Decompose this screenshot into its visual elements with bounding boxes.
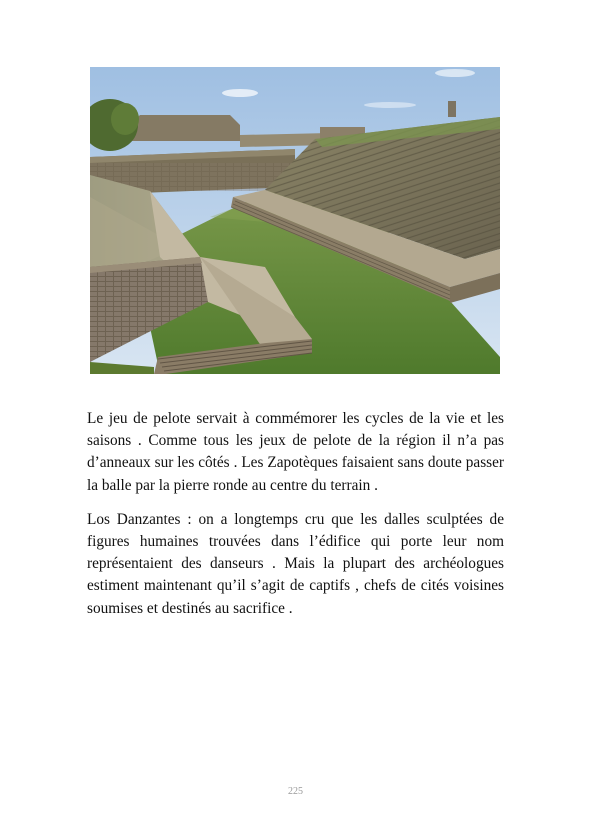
paragraph-danzantes: Los Danzantes : on a longtemps cru que les dalles sculptées de figures humaines trouvées dans l’édifice qui porte leur nom représentaient des danseurs . Mais la plupart des archéologues estiment maintenant qu’il s’agit de captifs , chefs de cités voisines soumises et destinés au sacrifice . bbox=[87, 510, 504, 617]
page-number: 225 bbox=[288, 786, 303, 797]
paragraph-ball-game: Le jeu de pelote servait à commémorer les cycles de la vie et les saisons . Comme tous les jeux de pelote de la région il n’a pas d’anneaux sur les côtés . Les Zapotèques faisaient sans doute passer la balle par la pierre ronde au centre du terrain . bbox=[87, 410, 504, 494]
body-text bbox=[87, 408, 504, 632]
ball-court-photo bbox=[90, 67, 500, 374]
